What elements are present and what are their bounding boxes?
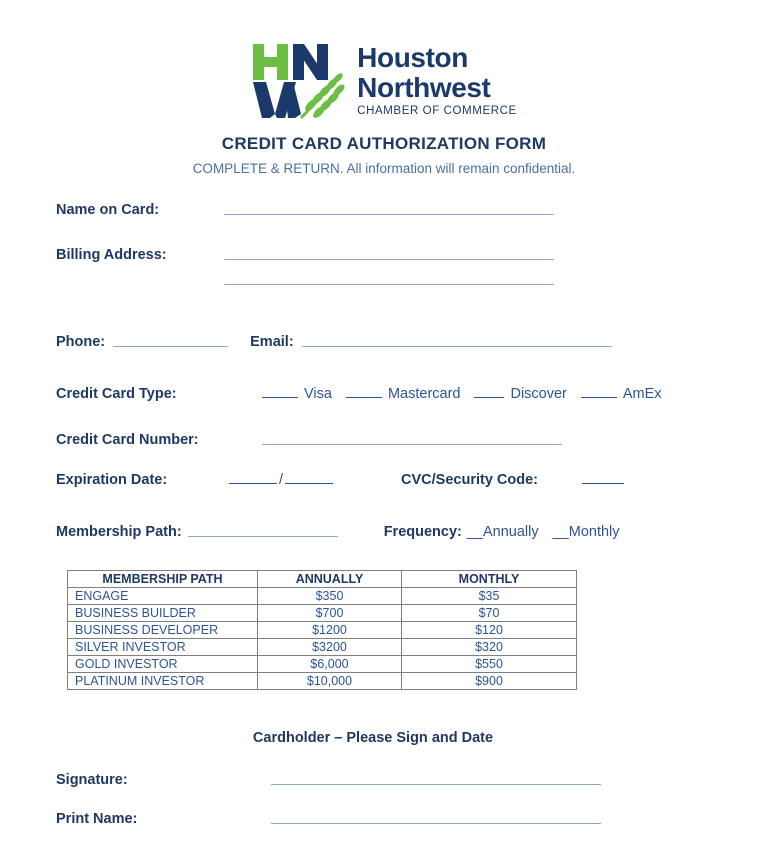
table-header-annually: ANNUALLY (258, 571, 402, 588)
expiration-year-input[interactable] (285, 483, 333, 484)
billing-address-line1-input[interactable] (224, 259, 554, 260)
signature-label: Signature: (56, 772, 128, 788)
card-type-option-visa[interactable] (262, 386, 346, 402)
billing-address-label: Billing Address: (56, 247, 167, 263)
phone-label: Phone: (56, 334, 106, 350)
cell-path: ENGAGE (68, 588, 258, 605)
cell-annually: $700 (258, 605, 402, 622)
billing-address-line2-input[interactable] (224, 284, 554, 285)
field-row-signature (0, 772, 768, 788)
cell-annually: $1200 (258, 622, 402, 639)
cell-path: GOLD INVESTOR (68, 656, 258, 673)
card-type-option-discover[interactable] (474, 386, 580, 402)
credit-card-type-label: Credit Card Type: (56, 386, 177, 402)
cell-monthly: $320 (402, 639, 577, 656)
cell-annually: $6,000 (258, 656, 402, 673)
page-subtitle: COMPLETE & RETURN. All information will remain confidential. (192, 161, 576, 176)
table-row (68, 622, 577, 639)
cell-path: SILVER INVESTOR (68, 639, 258, 656)
form-fields (0, 202, 768, 540)
membership-path-label: Membership Path: (56, 524, 182, 540)
cvc-label: CVC/Security Code: (401, 472, 539, 488)
frequency-label: Frequency: (383, 524, 462, 540)
name-on-card-input[interactable] (224, 214, 554, 215)
cell-monthly: $550 (402, 656, 577, 673)
cell-path: BUSINESS DEVELOPER (68, 622, 258, 639)
field-row-credit-card-number (0, 432, 768, 448)
phone-input[interactable] (113, 346, 228, 347)
hnw-monogram-icon (251, 42, 349, 120)
cell-annually: $3200 (258, 639, 402, 656)
card-type-checkbox-mastercard[interactable] (346, 397, 382, 398)
signature-input[interactable] (271, 784, 601, 785)
table-header-row (68, 571, 577, 588)
pricing-table-wrap (0, 570, 768, 690)
cvc-input[interactable] (582, 483, 624, 484)
card-type-checkbox-visa[interactable] (262, 397, 298, 398)
cell-annually: $350 (258, 588, 402, 605)
frequency-option-annually[interactable]: __Annually (466, 524, 539, 540)
cell-monthly: $35 (402, 588, 577, 605)
table-row (68, 656, 577, 673)
card-type-label-mastercard: Mastercard (387, 386, 461, 402)
expiration-separator: / (279, 472, 284, 488)
table-row (68, 639, 577, 656)
card-type-label-visa: Visa (304, 386, 332, 402)
expiration-date-label: Expiration Date: (56, 472, 168, 488)
field-row-phone-email (0, 334, 768, 350)
field-row-billing-address-line2 (0, 284, 768, 288)
card-type-option-mastercard[interactable] (346, 386, 475, 402)
logo-line-2: Northwest (357, 72, 491, 104)
logo (251, 42, 517, 120)
table-row (68, 588, 577, 605)
credit-card-number-input[interactable] (262, 444, 562, 445)
table-header-membership-path: MEMBERSHIP PATH (68, 571, 258, 588)
card-type-label-amex: AmEx (622, 386, 662, 402)
email-input[interactable] (302, 346, 612, 347)
cell-path: PLATINUM INVESTOR (68, 673, 258, 690)
logo-wordmark (357, 44, 517, 118)
table-header-monthly: MONTHLY (402, 571, 577, 588)
expiration-month-input[interactable] (229, 483, 277, 484)
name-on-card-label: Name on Card: (56, 202, 160, 218)
signature-heading: Cardholder – Please Sign and Date (252, 730, 494, 746)
card-type-label-discover: Discover (510, 386, 567, 402)
email-label: Email: (250, 334, 294, 350)
logo-letter-n (293, 44, 328, 80)
cell-monthly: $70 (402, 605, 577, 622)
cell-monthly: $900 (402, 673, 577, 690)
logo-letter-h (253, 44, 288, 80)
frequency-option-monthly[interactable]: __Monthly (552, 524, 620, 540)
card-type-checkbox-amex[interactable] (581, 397, 617, 398)
logo-block (0, 0, 768, 120)
cell-path: BUSINESS BUILDER (68, 605, 258, 622)
logo-line-1: Houston (357, 42, 468, 74)
membership-path-input[interactable] (188, 536, 338, 537)
field-row-credit-card-type (0, 386, 768, 402)
credit-card-number-label: Credit Card Number: (56, 432, 199, 448)
print-name-label: Print Name: (56, 811, 138, 827)
print-name-input[interactable] (271, 823, 601, 824)
page-title: CREDIT CARD AUTHORIZATION FORM (221, 134, 547, 153)
field-row-print-name (0, 811, 768, 827)
cell-annually: $10,000 (258, 673, 402, 690)
logo-subline: CHAMBER OF COMMERCE (357, 105, 517, 118)
field-row-membership-frequency (0, 524, 768, 540)
logo-letter-w (253, 82, 301, 118)
pricing-table (67, 570, 577, 690)
card-type-checkbox-discover[interactable] (474, 397, 504, 398)
card-type-option-amex[interactable] (581, 386, 676, 402)
field-row-billing-address (0, 247, 768, 263)
table-row (68, 605, 577, 622)
cell-monthly: $120 (402, 622, 577, 639)
table-row (68, 673, 577, 690)
field-row-name-on-card (0, 202, 768, 218)
field-row-expiration-cvc (0, 472, 768, 488)
